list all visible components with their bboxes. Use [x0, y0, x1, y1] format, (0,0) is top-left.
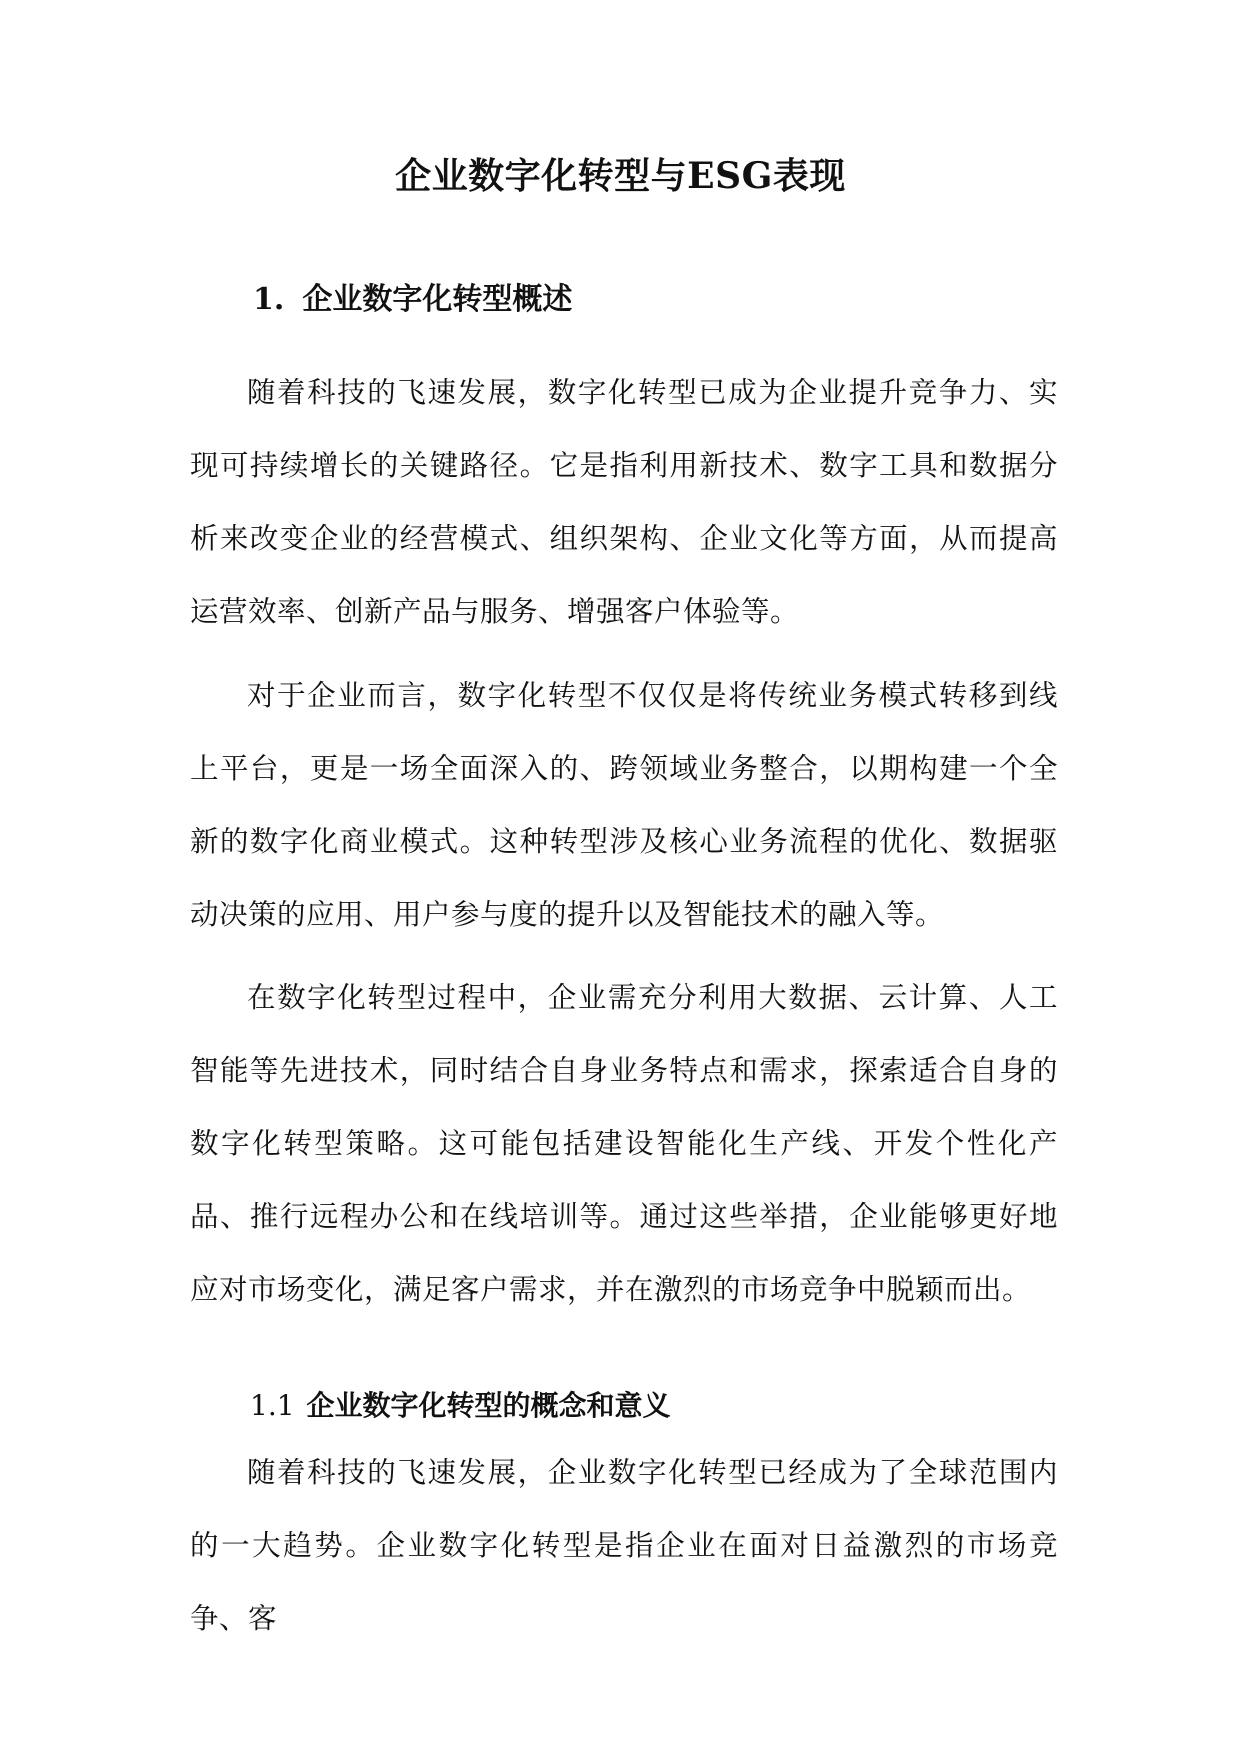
section-number: 1. [253, 282, 285, 317]
subsection-number: 1.1 [250, 1389, 295, 1422]
subsection-heading-text: 企业数字化转型的概念和意义 [306, 1389, 671, 1422]
section-heading [253, 278, 572, 322]
body-paragraph: 在数字化转型过程中，企业需充分利用大数据、云计算、人工智能等先进技术，同时结合自身业务特点和需求，探索适合自身的数字化转型策略。这可能包括建设智能化生产线、开发个性化产品、推行远程办公和在线培训等。通过这些举措，企业能够更好地应对市场变化，满足客户需求，并在激烈的市场竞争中脱颖而出。 [190, 981, 1058, 1306]
subsection-heading [250, 1384, 671, 1428]
document-title: 企业数字化转型与ESG表现 [395, 155, 846, 197]
body-paragraph: 随着科技的飞速发展，数字化转型已成为企业提升竞争力、实现可持续增长的关键路径。它是指利用新技术、数字工具和数据分析来改变企业的经营模式、组织架构、企业文化等方面，从而提高运营效率、创新产品与服务、增强客户体验等。 [190, 376, 1058, 628]
body-paragraph: 随着科技的飞速发展，企业数字化转型已经成为了全球范围内的一大趋势。企业数字化转型是指企业在面对日益激烈的市场竞争、客 [190, 1456, 1058, 1635]
body-paragraph: 对于企业而言，数字化转型不仅仅是将传统业务模式转移到线上平台，更是一场全面深入的、跨领域业务整合，以期构建一个全新的数字化商业模式。这种转型涉及核心业务流程的优化、数据驱动决策的应用、用户参与度的提升以及智能技术的融入等。 [190, 679, 1058, 931]
section-heading-text: 企业数字化转型概述 [302, 282, 573, 317]
